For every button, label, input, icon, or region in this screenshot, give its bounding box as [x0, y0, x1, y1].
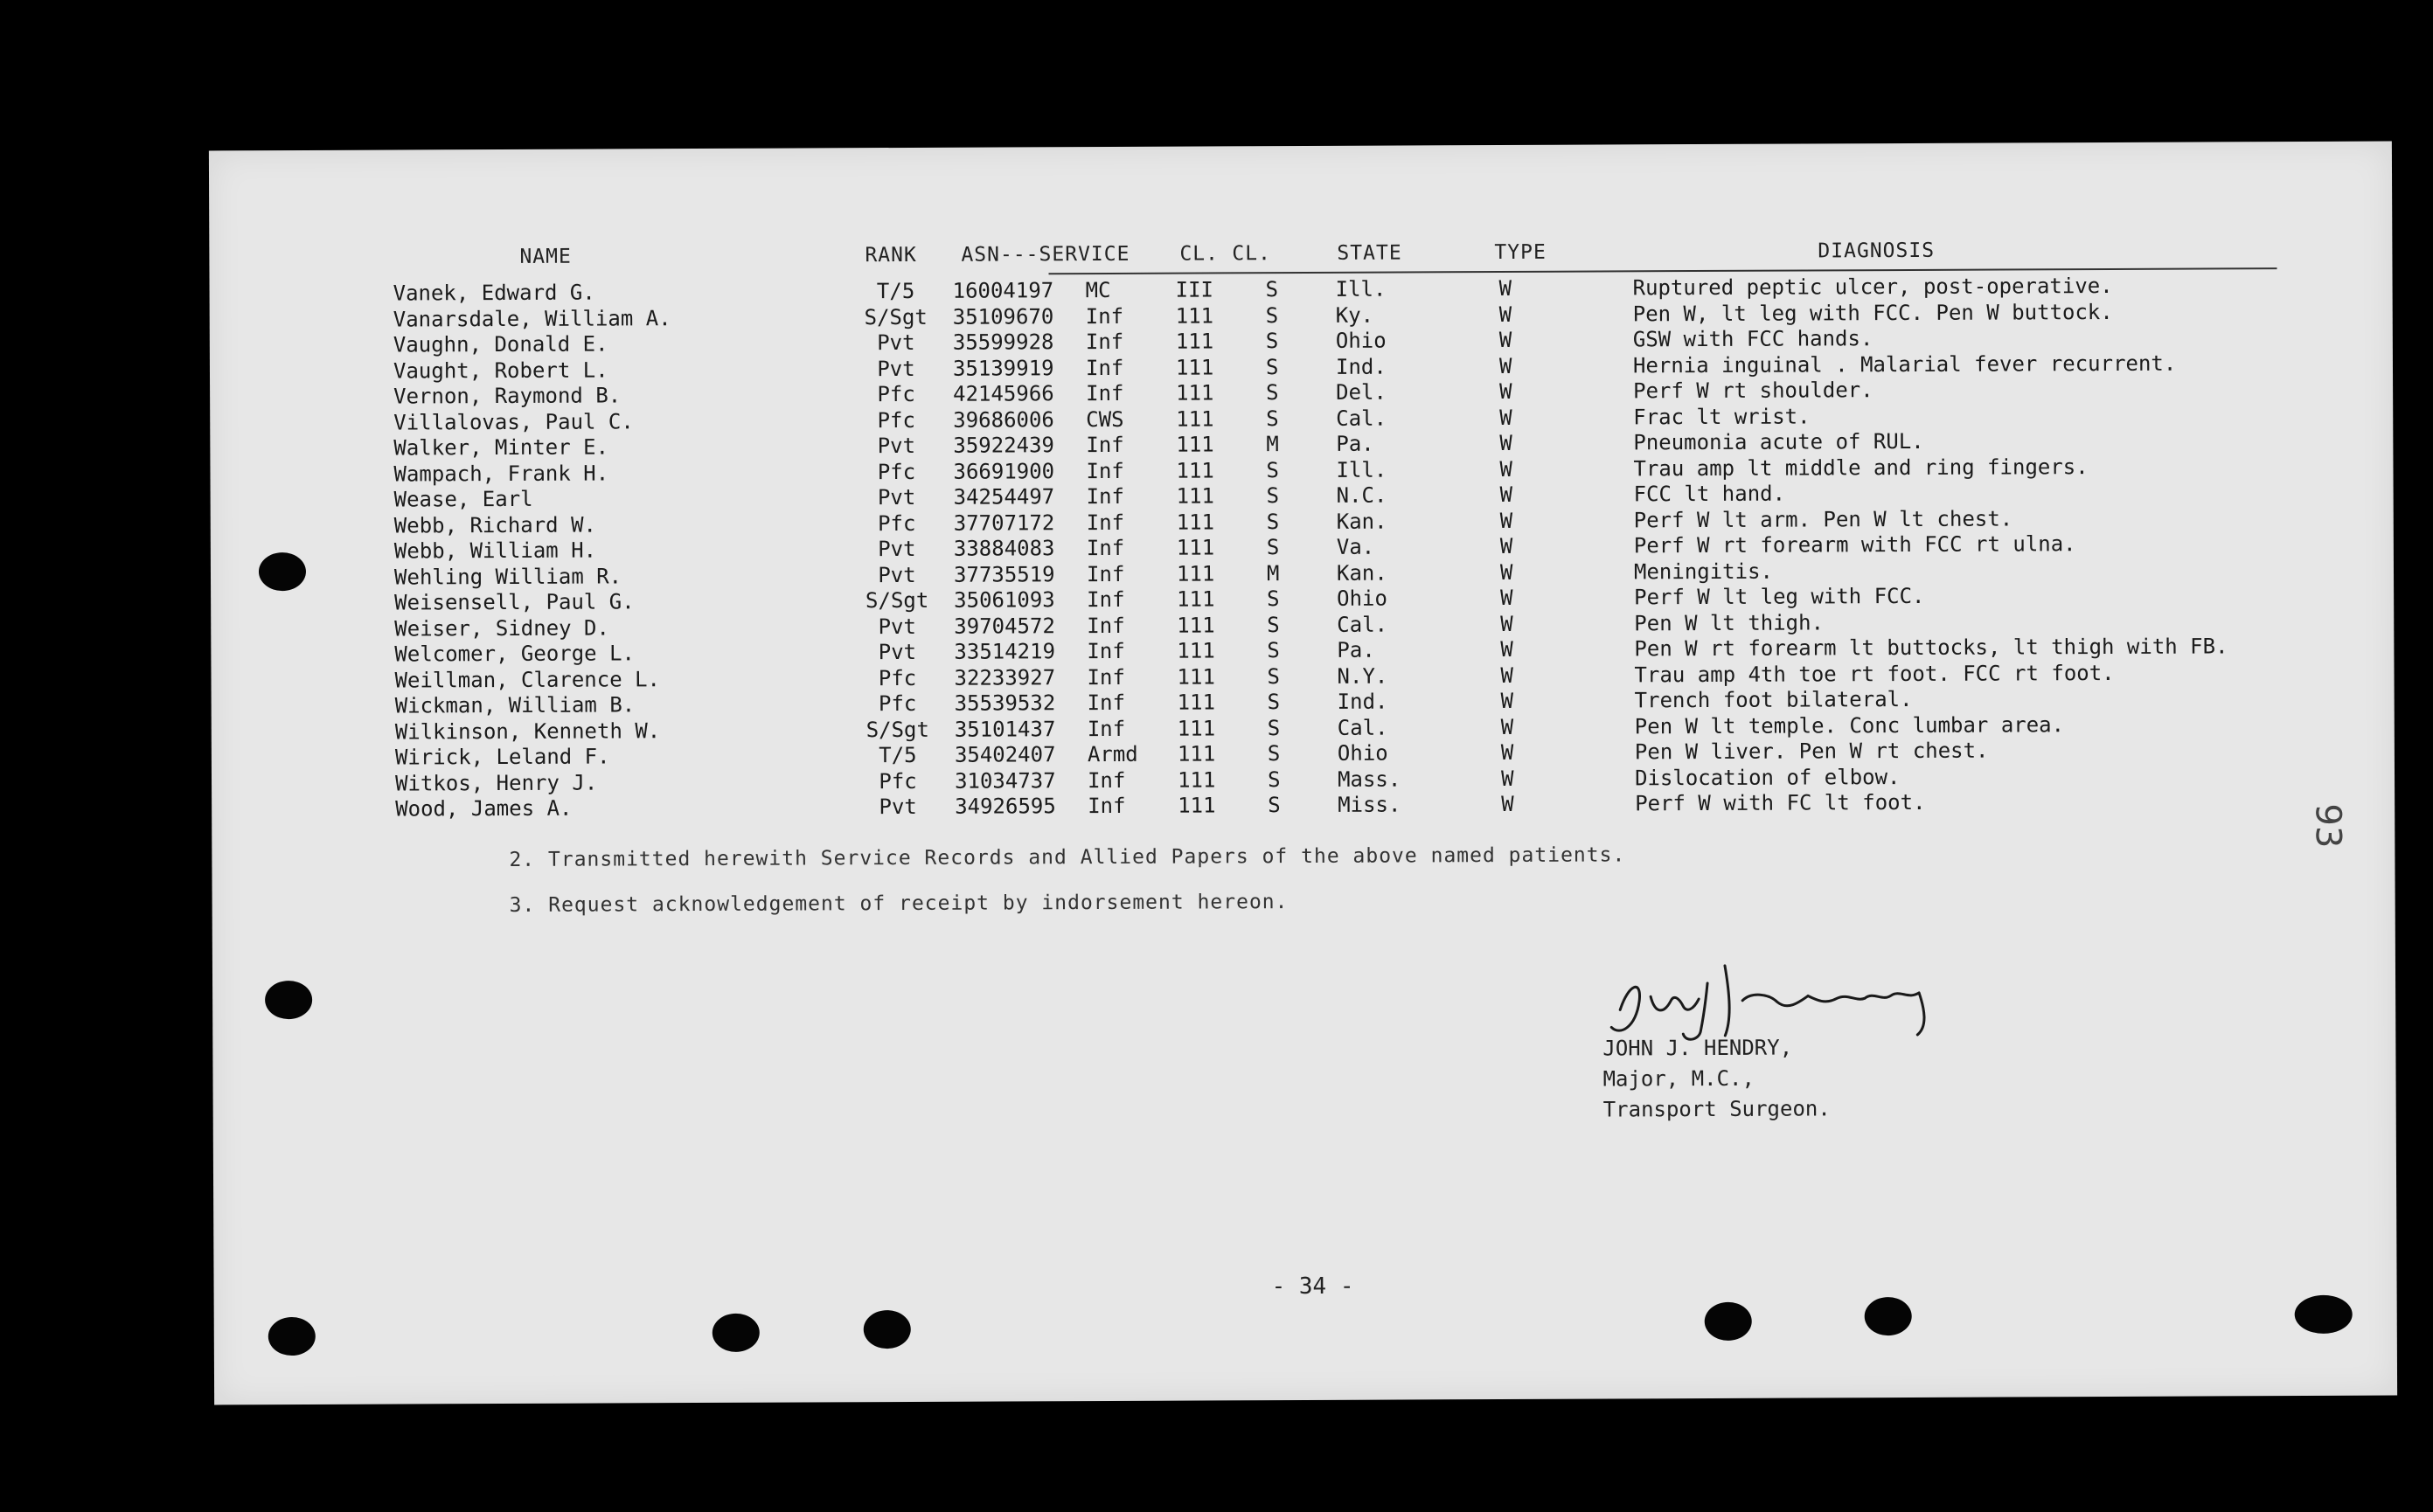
cell-rank: Pvt [878, 562, 916, 587]
cell-name: Welcomer, George L. [394, 641, 636, 667]
cell-diagnosis: GSW with FCC hands. [1632, 326, 1873, 352]
cell-service: Inf [1087, 716, 1126, 741]
cell-class-2: S [1266, 535, 1280, 560]
cell-class-2: S [1266, 380, 1279, 406]
cell-diagnosis: Pen W liver. Pen W rt chest. [1634, 738, 1989, 765]
cell-state: N.C. [1336, 482, 1387, 508]
cell-class-2: S [1266, 509, 1280, 534]
cell-class-2: S [1267, 612, 1280, 637]
cell-class-2: S [1265, 354, 1279, 379]
cell-state: Pa. [1336, 431, 1374, 456]
cell-type: W [1499, 378, 1512, 405]
cell-diagnosis: Pen W rt forearm lt buttocks, lt thigh with FB. [1634, 634, 2228, 662]
cell-class-1: 111 [1176, 457, 1214, 483]
cell-name: Weisensell, Paul G. [394, 589, 635, 615]
cell-state: Ill. [1336, 457, 1387, 482]
cell-rank: Pvt [878, 614, 916, 639]
cell-diagnosis: Frac lt wrist. [1633, 403, 1811, 429]
cell-service: Inf [1086, 380, 1124, 406]
cell-service: Inf [1085, 303, 1124, 329]
cell-asn: 39704572 [954, 613, 1055, 639]
cell-name: Weiser, Sidney D. [394, 614, 609, 642]
cell-asn: 34926595 [955, 794, 1056, 819]
cell-class-1: III [1175, 277, 1214, 302]
punch-hole [259, 552, 306, 591]
cell-diagnosis: Dislocation of elbow. [1634, 764, 1901, 790]
cell-class-2: S [1265, 302, 1279, 328]
cell-service: Inf [1085, 329, 1124, 355]
cell-service: Inf [1086, 483, 1125, 510]
cell-class-1: 111 [1176, 509, 1215, 535]
cell-state: Kan. [1336, 560, 1387, 586]
cell-diagnosis: Perf W lt arm. Pen W lt chest. [1633, 505, 2013, 532]
cell-name: Witkos, Henry J. [394, 770, 598, 796]
cell-class-1: 111 [1176, 406, 1214, 432]
paragraph-2: 2. Transmitted herewith Service Records and Allied Papers of the above named patients. [509, 843, 1626, 871]
cell-service: Inf [1087, 638, 1125, 664]
cell-class-1: 111 [1176, 483, 1215, 509]
cell-state: Ky. [1335, 302, 1374, 328]
header-rank: RANK [865, 243, 917, 267]
cell-service: Inf [1087, 586, 1125, 613]
cell-state: Kan. [1336, 509, 1387, 534]
cell-asn: 37735519 [953, 561, 1055, 587]
cell-type: W [1499, 533, 1513, 559]
header-cl1: CL. [1179, 242, 1220, 266]
cell-type: W [1499, 405, 1512, 430]
cell-diagnosis: Trench foot bilateral. [1634, 686, 1913, 713]
table-header [375, 238, 2281, 273]
cell-class-2: S [1267, 766, 1281, 792]
cell-name: Villalovas, Paul C. [393, 408, 634, 435]
cell-state: Ill. [1335, 276, 1387, 302]
cell-diagnosis: Perf W rt shoulder. [1633, 378, 1873, 404]
cell-state: Va. [1336, 534, 1375, 559]
header-asn-service: ASN---SERVICE [961, 242, 1130, 267]
cell-service: Inf [1087, 690, 1126, 716]
cell-asn: 35599928 [952, 329, 1054, 355]
cell-service: Inf [1087, 767, 1126, 793]
document-page [209, 142, 2397, 1405]
cell-state: Cal. [1336, 406, 1387, 431]
cell-asn: 37707172 [953, 510, 1055, 536]
cell-rank: T/5 [876, 278, 915, 304]
cell-state: Cal. [1337, 715, 1388, 740]
cell-class-1: 111 [1175, 354, 1214, 380]
cell-name: Wampach, Frank H. [393, 460, 609, 487]
punch-hole [1865, 1297, 1912, 1335]
cell-diagnosis: Pneumonia acute of RUL. [1633, 428, 1924, 455]
cell-class-2: M [1266, 432, 1279, 457]
cell-class-2: S [1266, 483, 1280, 509]
cell-asn: 42145966 [953, 381, 1054, 406]
cell-name: Wood, James A. [395, 795, 573, 822]
cell-rank: Pvt [877, 484, 916, 510]
cell-diagnosis: Trau amp 4th toe rt foot. FCC rt foot. [1634, 660, 2115, 687]
header-state: STATE [1337, 241, 1402, 265]
cell-class-1: 111 [1176, 380, 1214, 406]
cell-rank: Pfc [878, 665, 917, 690]
cell-class-1: 111 [1176, 560, 1215, 586]
cell-asn: 35539532 [954, 690, 1056, 716]
cell-name: Wickman, William B. [394, 692, 636, 718]
cell-type: W [1499, 430, 1512, 456]
cell-asn: 34254497 [953, 484, 1055, 510]
cell-class-2: S [1267, 715, 1281, 740]
cell-rank: Pvt [877, 356, 915, 381]
patient-table [375, 238, 2281, 822]
cell-type: W [1500, 611, 1513, 636]
cell-type: W [1500, 688, 1514, 714]
cell-rank: Pvt [877, 433, 916, 459]
cell-service: Inf [1088, 793, 1126, 819]
punch-hole [2295, 1295, 2353, 1334]
header-cl2: CL. [1232, 242, 1272, 266]
header-diagnosis: DIAGNOSIS [1818, 239, 1936, 263]
cell-name: Webb, William H. [393, 538, 597, 564]
cell-type: W [1499, 559, 1513, 585]
cell-class-1: 111 [1176, 432, 1214, 457]
signer-role: Transport Surgeon. [1602, 1096, 1831, 1122]
cell-type: W [1498, 275, 1512, 302]
cell-rank: Pfc [877, 381, 915, 407]
cell-type: W [1500, 714, 1514, 739]
cell-type: W [1500, 739, 1514, 766]
cell-asn: 35101437 [954, 716, 1056, 742]
cell-class-2: S [1267, 663, 1281, 689]
cell-rank: T/5 [879, 742, 917, 768]
cell-name: Webb, Richard W. [393, 512, 596, 538]
cell-class-2: M [1266, 560, 1280, 586]
cell-service: Inf [1086, 432, 1124, 458]
cell-type: W [1498, 327, 1512, 353]
cell-type: W [1500, 766, 1514, 791]
cell-class-2: S [1267, 690, 1281, 715]
punch-hole [713, 1314, 760, 1352]
cell-asn: 35109670 [952, 303, 1054, 329]
cell-state: Del. [1336, 379, 1387, 405]
cell-state: Ohio [1337, 586, 1387, 611]
cell-state: Ohio [1335, 328, 1387, 353]
punch-hole [864, 1310, 911, 1349]
cell-diagnosis: Perf W rt forearm with FCC rt ulna. [1633, 531, 2076, 558]
table-body [376, 273, 2284, 822]
cell-service: Inf [1087, 613, 1125, 638]
punch-hole [268, 1317, 316, 1356]
cell-state: Miss. [1338, 792, 1401, 817]
cell-class-1: 111 [1175, 302, 1214, 329]
cell-service: CWS [1086, 406, 1124, 432]
cell-asn: 35061093 [954, 587, 1055, 613]
cell-diagnosis: FCC lt hand. [1633, 481, 1786, 507]
cell-rank: Pfc [879, 768, 917, 794]
cell-rank: Pfc [877, 510, 916, 536]
cell-service: Inf [1086, 458, 1124, 483]
punch-hole [1705, 1302, 1752, 1341]
header-name: NAME [519, 245, 572, 268]
cell-diagnosis: Hernia inguinal . Malarial fever recurrent. [1632, 350, 2177, 378]
cell-type: W [1498, 353, 1512, 378]
cell-class-2: S [1267, 741, 1281, 766]
cell-rank: S/Sgt [865, 717, 929, 742]
cell-name: Wirick, Leland F. [394, 744, 610, 770]
cell-class-1: 111 [1177, 766, 1216, 793]
cell-diagnosis: Pen W lt temple. Conc lumbar area. [1634, 711, 2065, 739]
cell-asn: 35402407 [954, 742, 1056, 767]
cell-rank: Pvt [877, 329, 915, 356]
cell-rank: Pfc [877, 459, 916, 484]
cell-asn: 16004197 [952, 278, 1054, 303]
cell-name: Vanarsdale, William A. [393, 305, 671, 332]
cell-service: Inf [1086, 510, 1125, 535]
cell-service: Inf [1085, 355, 1124, 380]
cell-class-1: 111 [1177, 638, 1215, 663]
cell-class-1: 111 [1177, 690, 1216, 715]
cell-name: Vaught, Robert L. [393, 357, 608, 384]
cell-diagnosis: Perf W lt leg with FCC. [1634, 583, 1925, 610]
cell-type: W [1499, 456, 1512, 482]
signer-rank: Major, M.C., [1602, 1065, 1755, 1092]
cell-rank: S/Sgt [864, 304, 928, 329]
cell-class-2: S [1267, 638, 1280, 663]
cell-class-2: S [1265, 277, 1279, 302]
cell-type: W [1500, 662, 1514, 688]
cell-name: Walker, Minter E. [393, 434, 609, 461]
cell-state: Mass. [1337, 766, 1401, 792]
cell-diagnosis: Meningitis. [1633, 558, 1774, 584]
cell-asn: 33884083 [953, 536, 1055, 561]
cell-rank: Pfc [878, 690, 917, 717]
margin-annotation: 93 [2307, 803, 2348, 849]
cell-name: Weillman, Clarence L. [394, 666, 661, 693]
cell-rank: S/Sgt [865, 587, 929, 614]
cell-asn: 33514219 [954, 639, 1056, 664]
cell-diagnosis: Perf W with FC lt foot. [1635, 789, 1926, 816]
cell-state: N.Y. [1337, 663, 1388, 689]
cell-service: Inf [1087, 664, 1125, 690]
cell-asn: 35922439 [953, 433, 1055, 458]
cell-service: MC [1085, 277, 1111, 303]
cell-service: Inf [1086, 561, 1125, 586]
cell-asn: 31034737 [954, 767, 1056, 794]
paragraph-3: 3. Request acknowledgement of receipt by indorsement hereon. [509, 891, 1289, 917]
cell-asn: 39686006 [953, 406, 1054, 433]
cell-class-1: 111 [1177, 741, 1216, 766]
cell-type: W [1501, 791, 1514, 817]
punch-hole [265, 981, 312, 1019]
cell-type: W [1500, 636, 1513, 662]
signer-name: JOHN J. HENDRY, [1602, 1035, 1793, 1061]
cell-asn: 35139919 [952, 355, 1054, 381]
cell-diagnosis: Pen W lt thigh. [1634, 609, 1825, 635]
cell-type: W [1499, 508, 1513, 533]
cell-class-2: S [1268, 793, 1281, 818]
cell-class-2: S [1266, 457, 1280, 482]
cell-class-2: S [1267, 586, 1280, 612]
cell-class-2: S [1265, 329, 1279, 354]
cell-diagnosis: Ruptured peptic ulcer, post-operative. [1632, 273, 2113, 301]
cell-diagnosis: Trau amp lt middle and ring fingers. [1633, 454, 2089, 481]
cell-name: Vanek, Edward G. [393, 280, 595, 306]
page-number: - 34 - [1271, 1273, 1354, 1300]
cell-state: Cal. [1337, 612, 1388, 637]
cell-asn: 32233927 [954, 664, 1056, 690]
cell-rank: Pvt [879, 794, 917, 820]
cell-name: Wilkinson, Kenneth W. [394, 718, 661, 745]
cell-name: Wease, Earl [393, 486, 533, 512]
cell-rank: Pvt [878, 639, 917, 665]
cell-class-1: 111 [1177, 663, 1215, 690]
cell-class-2: S [1266, 406, 1279, 431]
cell-class-1: 111 [1175, 329, 1214, 354]
cell-service: Armd [1087, 741, 1138, 767]
cell-class-1: 111 [1177, 612, 1215, 638]
cell-state: Ind. [1337, 689, 1388, 714]
cell-name: Vaughn, Donald E. [393, 331, 608, 357]
cell-name: Vernon, Raymond B. [393, 383, 622, 409]
cell-type: W [1500, 585, 1513, 611]
cell-asn: 36691900 [953, 458, 1055, 484]
cell-type: W [1499, 482, 1513, 508]
cell-diagnosis: Pen W, lt leg with FCC. Pen W buttock. [1632, 299, 2113, 326]
cell-class-1: 111 [1177, 715, 1216, 741]
cell-class-1: 111 [1176, 535, 1215, 560]
header-type: TYPE [1494, 240, 1547, 265]
cell-service: Inf [1086, 535, 1125, 561]
cell-name: Wehling William R. [393, 563, 622, 590]
cell-class-1: 111 [1178, 793, 1216, 818]
cell-state: Ind. [1335, 354, 1387, 379]
cell-state: Pa. [1337, 637, 1375, 662]
cell-rank: Pfc [877, 407, 915, 433]
cell-type: W [1498, 302, 1512, 327]
cell-rank: Pvt [878, 536, 916, 562]
cell-state: Ohio [1337, 740, 1388, 766]
cell-class-1: 111 [1177, 586, 1215, 612]
